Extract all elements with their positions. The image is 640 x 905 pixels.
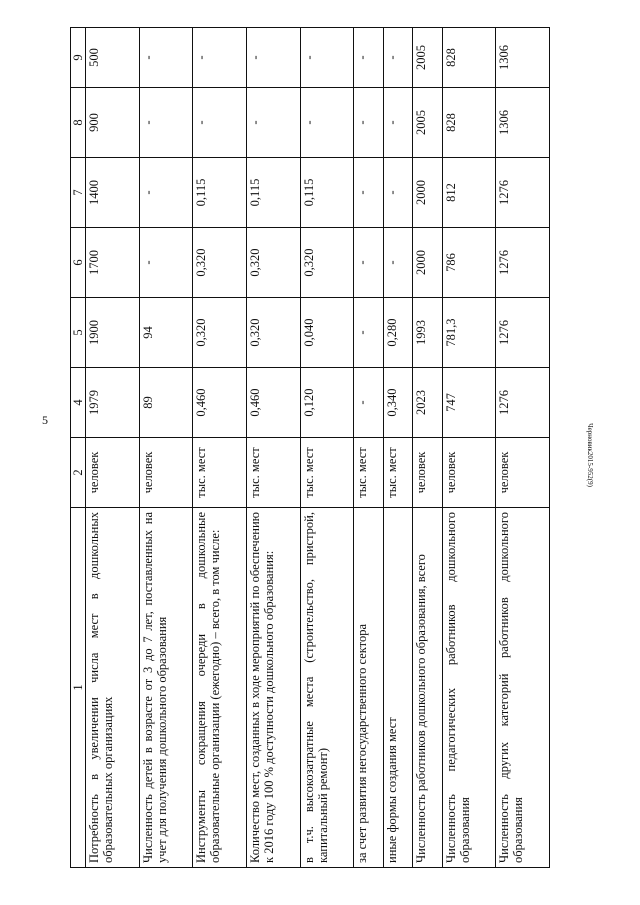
value-cell: 1276: [496, 158, 550, 228]
row-description: Численность работников дошкольного образования, всего: [413, 508, 442, 868]
value-cell: 89: [139, 368, 193, 438]
value-cell: 0,120: [300, 368, 354, 438]
value-cell: -: [300, 28, 354, 88]
row-description: в т.ч. высокозатратные места (строительство, пристрой, капитальный ремонт): [300, 508, 354, 868]
table-row: [442, 28, 496, 868]
table-row: [86, 28, 140, 868]
value-cell: 0,280: [383, 298, 412, 368]
table-row: [300, 28, 354, 868]
value-cell: 1306: [496, 88, 550, 158]
value-cell: 781,3: [442, 298, 496, 368]
unit-cell: человек: [86, 438, 140, 508]
table-row: [139, 28, 193, 868]
value-cell: 0,115: [193, 158, 247, 228]
table-row: [383, 28, 412, 868]
value-cell: -: [383, 28, 412, 88]
value-cell: -: [139, 158, 193, 228]
value-cell: 1276: [496, 298, 550, 368]
unit-cell: тыс. мест: [193, 438, 247, 508]
value-cell: -: [383, 228, 412, 298]
value-cell: 0,115: [300, 158, 354, 228]
value-cell: 500: [86, 28, 140, 88]
table-row: [496, 28, 550, 868]
row-description: Количество мест, созданных в ходе мероприятий по обеспечению к 2016 году 100 % доступности дошкольного образования:: [246, 508, 300, 868]
value-cell: 1993: [413, 298, 442, 368]
header-cell: 2: [71, 438, 86, 508]
value-cell: 0,320: [193, 298, 247, 368]
unit-cell: тыс. мест: [354, 438, 383, 508]
unit-cell: человек: [442, 438, 496, 508]
header-row: [71, 28, 86, 868]
value-cell: 0,115: [246, 158, 300, 228]
value-cell: 0,320: [300, 228, 354, 298]
value-cell: 0,340: [383, 368, 412, 438]
value-cell: 2023: [413, 368, 442, 438]
value-cell: 1979: [86, 368, 140, 438]
value-cell: -: [246, 88, 300, 158]
value-cell: 786: [442, 228, 496, 298]
value-cell: -: [246, 28, 300, 88]
table-row: [413, 28, 442, 868]
value-cell: 747: [442, 368, 496, 438]
value-cell: -: [354, 368, 383, 438]
unit-cell: человек: [413, 438, 442, 508]
value-cell: 2000: [413, 228, 442, 298]
value-cell: 1700: [86, 228, 140, 298]
value-cell: -: [354, 88, 383, 158]
value-cell: -: [193, 28, 247, 88]
header-cell: 5: [71, 298, 86, 368]
unit-cell: человек: [496, 438, 550, 508]
value-cell: 1400: [86, 158, 140, 228]
data-table: [70, 27, 550, 868]
row-description: Потребность в увеличении числа мест в дошкольных образовательных организациях: [86, 508, 140, 868]
value-cell: -: [139, 228, 193, 298]
value-cell: 1306: [496, 28, 550, 88]
value-cell: -: [354, 158, 383, 228]
table-row: [193, 28, 247, 868]
value-cell: 828: [442, 28, 496, 88]
row-description: иные формы создания мест: [383, 508, 412, 868]
value-cell: 0,320: [246, 298, 300, 368]
value-cell: -: [354, 228, 383, 298]
row-description: Численность детей в возрасте от 3 до 7 лет, поставленных на учет для получения дошкольного образования: [139, 508, 193, 868]
value-cell: 0,460: [193, 368, 247, 438]
table-row: [354, 28, 383, 868]
value-cell: 1900: [86, 298, 140, 368]
value-cell: -: [383, 88, 412, 158]
row-description: Численность педагогических работников дошкольного образования: [442, 508, 496, 868]
value-cell: -: [139, 88, 193, 158]
value-cell: 2005: [413, 28, 442, 88]
value-cell: 0,040: [300, 298, 354, 368]
rotated-table-container: [70, 28, 550, 868]
header-cell: 4: [71, 368, 86, 438]
header-cell: 1: [71, 508, 86, 868]
document-code-text: Черновик2015-952(9): [586, 423, 594, 487]
value-cell: 1276: [496, 368, 550, 438]
unit-cell: тыс. мест: [383, 438, 412, 508]
value-cell: -: [139, 28, 193, 88]
value-cell: -: [383, 158, 412, 228]
value-cell: 828: [442, 88, 496, 158]
unit-cell: тыс. мест: [246, 438, 300, 508]
header-cell: 9: [71, 28, 86, 88]
value-cell: 0,320: [246, 228, 300, 298]
value-cell: 0,460: [246, 368, 300, 438]
unit-cell: тыс. мест: [300, 438, 354, 508]
value-cell: 2005: [413, 88, 442, 158]
value-cell: 0,320: [193, 228, 247, 298]
value-cell: 1276: [496, 228, 550, 298]
value-cell: -: [193, 88, 247, 158]
page-number: 5: [42, 413, 48, 427]
value-cell: -: [300, 88, 354, 158]
value-cell: 900: [86, 88, 140, 158]
value-cell: -: [354, 28, 383, 88]
value-cell: -: [354, 298, 383, 368]
row-description: за счет развития негосударственного сектора: [354, 508, 383, 868]
header-cell: 7: [71, 158, 86, 228]
value-cell: 2000: [413, 158, 442, 228]
row-description: Численность других категорий работников дошкольного образования: [496, 508, 550, 868]
value-cell: 94: [139, 298, 193, 368]
header-cell: 8: [71, 88, 86, 158]
value-cell: 812: [442, 158, 496, 228]
header-cell: 6: [71, 228, 86, 298]
table-row: [246, 28, 300, 868]
row-description: Инструменты сокращения очереди в дошкольные образовательные организации (ежегодно) – всего, в том числе:: [193, 508, 247, 868]
unit-cell: человек: [139, 438, 193, 508]
